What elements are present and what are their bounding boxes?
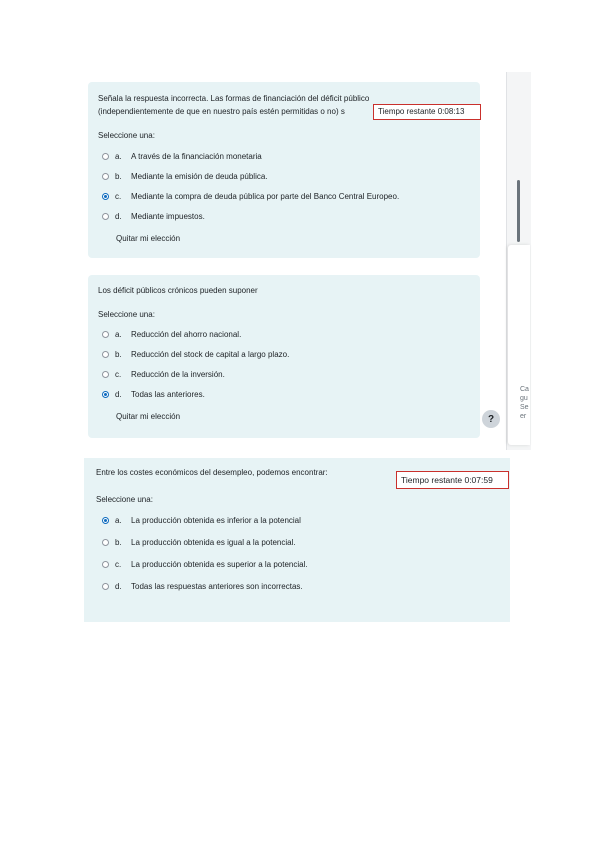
option-label: Mediante la compra de deuda pública por parte del Banco Central Europeo. (131, 192, 400, 201)
select-one-label: Seleccione una: (98, 131, 155, 140)
radio-icon[interactable] (102, 331, 109, 338)
drawer-text: Ca gu Se er (520, 386, 529, 420)
option-label: La producción obtenida es superior a la potencial. (131, 560, 308, 569)
option-b[interactable]: b. La producción obtenida es igual a la potencial. (102, 537, 296, 548)
radio-icon[interactable] (102, 173, 109, 180)
radio-icon-selected[interactable] (102, 193, 109, 200)
option-b[interactable]: b. Reducción del stock de capital a largo plazo. (102, 349, 289, 360)
question-text: Los déficit públicos crónicos pueden suponer (98, 286, 258, 295)
option-d[interactable]: d. Todas las respuestas anteriores son incorrectas. (102, 581, 303, 592)
option-label: Mediante impuestos. (131, 212, 205, 221)
option-label: Reducción de la inversión. (131, 370, 225, 379)
question-card-2 (88, 275, 480, 438)
clear-choice-link[interactable]: Quitar mi elección (116, 412, 181, 421)
option-d[interactable]: d. Todas las anteriores. (102, 389, 205, 400)
scrollbar-thumb[interactable] (517, 180, 520, 242)
select-one-label: Seleccione una: (98, 310, 155, 319)
time-remaining-badge: Tiempo restante 0:07:59 (396, 471, 509, 489)
option-c[interactable]: c. Mediante la compra de deuda pública por parte del Banco Central Europeo. (102, 191, 399, 202)
option-label: Reducción del ahorro nacional. (131, 330, 242, 339)
radio-icon[interactable] (102, 539, 109, 546)
radio-icon[interactable] (102, 213, 109, 220)
option-label: Reducción del stock de capital a largo plazo. (131, 350, 290, 359)
radio-icon[interactable] (102, 583, 109, 590)
time-remaining-badge: Tiempo restante 0:08:13 (373, 104, 481, 120)
option-label: Todas las anteriores. (131, 390, 205, 399)
clear-choice-link[interactable]: Quitar mi elección (116, 234, 181, 243)
radio-icon[interactable] (102, 153, 109, 160)
option-a[interactable]: a. Reducción del ahorro nacional. (102, 329, 241, 340)
question-text-line-1: Señala la respuesta incorrecta. Las formas de financiación del déficit público (98, 94, 370, 103)
radio-icon-selected[interactable] (102, 391, 109, 398)
option-d[interactable]: d. Mediante impuestos. (102, 211, 205, 222)
option-b[interactable]: b. Mediante la emisión de deuda pública. (102, 171, 268, 182)
radio-icon[interactable] (102, 351, 109, 358)
option-label: Todas las respuestas anteriores son incorrectas. (131, 582, 303, 591)
option-a[interactable]: a. A través de la financiación monetaria (102, 151, 262, 162)
question-text-line-2: (independientemente de que en nuestro país estén permitidas o no) s (98, 107, 345, 116)
option-a[interactable]: a. La producción obtenida es inferior a la potencial (102, 515, 301, 526)
radio-icon[interactable] (102, 371, 109, 378)
option-label: La producción obtenida es inferior a la potencial (131, 516, 301, 525)
option-c[interactable]: c. Reducción de la inversión. (102, 369, 225, 380)
option-label: Mediante la emisión de deuda pública. (131, 172, 268, 181)
radio-icon-selected[interactable] (102, 517, 109, 524)
help-button[interactable]: ? (482, 410, 500, 428)
option-label: La producción obtenida es igual a la potencial. (131, 538, 296, 547)
option-label: A través de la financiación monetaria (131, 152, 262, 161)
select-one-label: Seleccione una: (96, 495, 153, 504)
option-c[interactable]: c. La producción obtenida es superior a la potencial. (102, 559, 308, 570)
question-text: Entre los costes económicos del desempleo, podemos encontrar: (96, 468, 328, 477)
radio-icon[interactable] (102, 561, 109, 568)
